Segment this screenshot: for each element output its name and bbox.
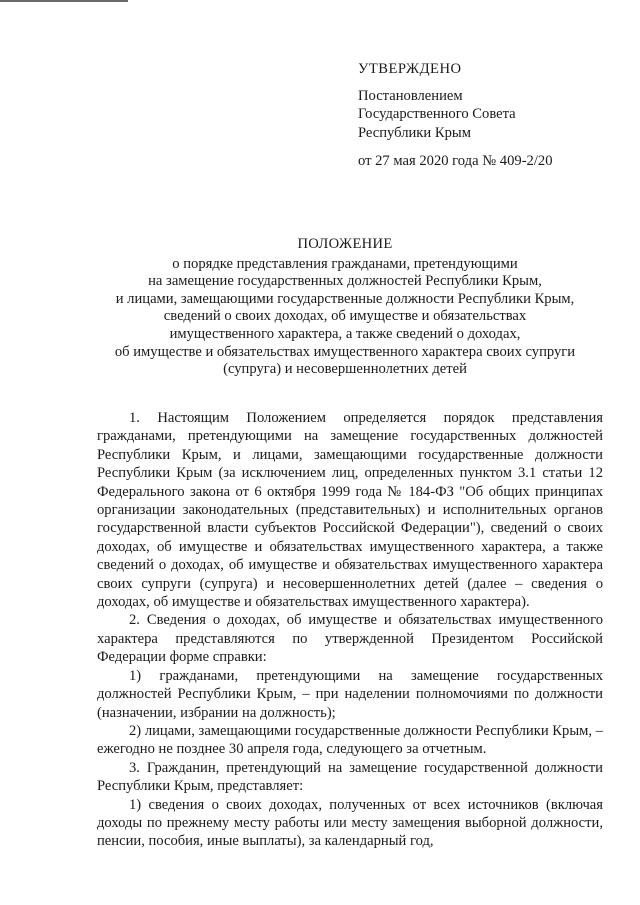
paragraph-2-item-2: 2) лицами, замещающими государственные должности Республики Крым, – ежегодно не позднее 30 апреля года, следующего за отчетным. [97, 722, 603, 758]
document-title: ПОЛОЖЕНИЕ [297, 236, 393, 252]
subtitle-line: сведений о своих доходах, об имуществе и обязательствах [163, 308, 527, 325]
paragraph-3: 3. Гражданин, претендующий на замещение государственной должности Республики Крым, представляет: [97, 759, 603, 795]
paragraph-2-item-1: 1) гражданами, претендующими на замещение государственных должностей Республики Крым, – при наделении полномочиями по должности (назначении, избрании на должность); [97, 667, 603, 721]
decree-line: Государственного Совета [358, 106, 516, 122]
subtitle-line: (супруга) и несовершеннолетних детей [223, 361, 467, 378]
subtitle-line: об имуществе и обязательствах имущественного характера своих супруги [114, 343, 576, 360]
paragraph-1: 1. Настоящим Положением определяется порядок представления гражданами, претендующими на замещение государственных должностей Республики Крым, и лицами, замещающими государственные должности Республики Крым (за исключением лиц, определенных пунктом 3.1 статьи 12 Федерального закона от 6 октября 1999 года № 184-ФЗ "Об общих принципах организации законодательных (представительных) и исполнительных органов государственной власти субъектов Российской Федерации"), сведений о своих доходах, об имуществе и обязательствах имущественного характера, а также сведений о доходах, об имуществе и обязательствах имущественного характера своих супруги (супруга) и несовершеннолетних детей (далее – сведения о доходах, об имуществе и обязательствах имущественного характера). [97, 410, 603, 611]
subtitle-line: имущественного характера, а также сведений о доходах, [169, 325, 521, 342]
document-heading [90, 236, 600, 379]
decree-line: Республики Крым [358, 124, 471, 141]
paragraph-2: 2. Сведения о доходах, об имуществе и обязательствах имущественного характера представляются по утвержденной Президентом Российской Федерации форме справки: [97, 612, 603, 666]
approved-stamp: УТВЕРЖДЕНО [358, 61, 462, 77]
subtitle-line: и лицами, замещающими государственные должности Республики Крым, [115, 290, 575, 307]
subtitle-line: на замещение государственных должностей Республики Крым, [148, 273, 542, 290]
decree-date-number: от 27 мая 2020 года № 409-2/20 [358, 153, 553, 169]
decree-line: Постановлением [358, 87, 463, 104]
paragraph-3-item-1: 1) сведения о своих доходах, полученных от всех источников (включая доходы по прежнему месту работы или месту замещения выборной должности, пенсии, пособия, иные выплаты), за календарный год, [97, 796, 603, 850]
approval-block [358, 60, 628, 171]
document-body [97, 409, 603, 851]
top-rule [0, 0, 128, 2]
subtitle-line: о порядке представления гражданами, претендующими [172, 255, 518, 272]
